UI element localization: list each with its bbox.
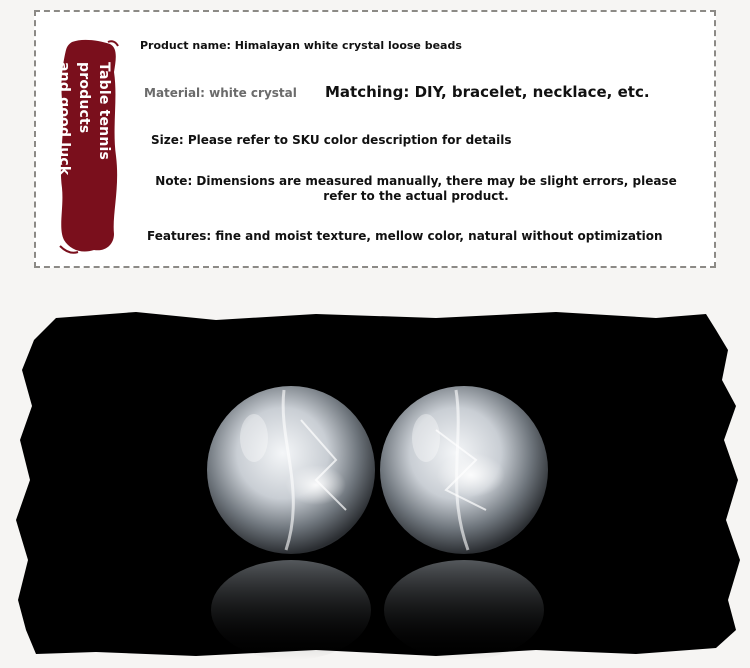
product-name: Product name: Himalayan white crystal loose beads bbox=[140, 39, 462, 52]
crystal-bead-right bbox=[380, 386, 548, 554]
crystal-bead-left bbox=[207, 386, 375, 554]
note-line: Note: Dimensions are measured manually, there may be slight errors, please refer to the actual product. bbox=[155, 174, 677, 203]
matching-line: Matching: DIY, bracelet, necklace, etc. bbox=[325, 83, 650, 101]
banner-line-1: Table tennis products bbox=[76, 62, 112, 161]
banner-line-2: and good luck bbox=[56, 62, 72, 176]
material-line: Material: white crystal bbox=[144, 86, 297, 100]
brush-background bbox=[16, 312, 740, 656]
banner-text bbox=[56, 62, 114, 230]
product-photo bbox=[16, 310, 744, 660]
features-line: Features: fine and moist texture, mellow color, natural without optimization bbox=[147, 229, 663, 243]
size-line: Size: Please refer to SKU color description for details bbox=[151, 133, 512, 147]
